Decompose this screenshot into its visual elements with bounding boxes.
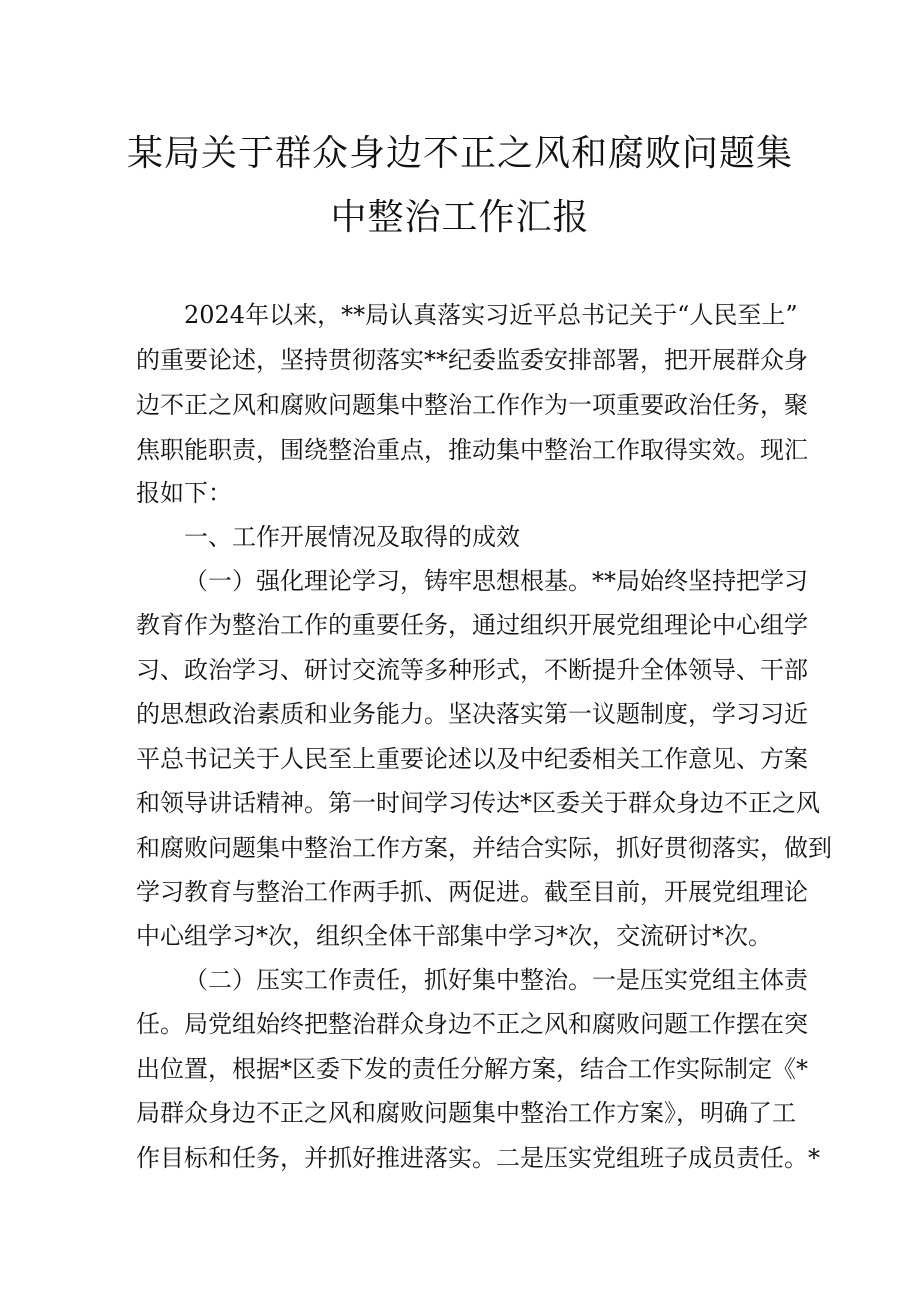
para2-line-3: 出位置，根据*区委下发的责任分解方案，结合工作实际制定《*	[136, 1055, 808, 1083]
para1-line-1: （一）强化理论学习，铸牢思想根基。**局始终坚持把学习	[184, 567, 808, 595]
para2-line-5: 作目标和任务，并抓好推进落实。二是压实党组班子成员责任。*	[136, 1144, 820, 1172]
intro-line-4: 焦职能职责，围绕整治重点，推动集中整治工作取得实效。现汇	[136, 436, 808, 464]
intro-line-1: 2024年以来，**局认真落实习近平总书记关于“人民至上”	[184, 301, 798, 329]
document-title-line-2: 中整治工作汇报	[330, 197, 590, 238]
para2-line-4: 局群众身边不正之风和腐败问题集中整治工作方案》，明确了工	[136, 1099, 796, 1127]
para1-line-6: 和领导讲话精神。第一时间学习传达*区委关于群众身边不正之风	[136, 789, 820, 817]
para1-line-8: 学习教育与整治工作两手抓、两促进。截至目前，开展党组理论	[136, 878, 808, 906]
intro-line-3: 边不正之风和腐败问题集中整治工作作为一项重要政治任务，聚	[136, 391, 808, 419]
para1-line-4: 的思想政治素质和业务能力。坚决落实第一议题制度，学习习近	[136, 700, 808, 728]
para1-line-9: 中心组学习*次，组织全体干部集中学习*次，交流研讨*次。	[136, 922, 772, 950]
para2-line-1: （二）压实工作责任，抓好集中整治。一是压实党组主体责	[184, 966, 808, 994]
intro-line-2: 的重要论述，坚持贯彻落实**纪委监委安排部署，把开展群众身	[136, 346, 808, 374]
para1-line-2: 教育作为整治工作的重要任务，通过组织开展党组理论中心组学	[136, 611, 808, 639]
intro-line-5: 报如下：	[136, 479, 232, 507]
para1-line-5: 平总书记关于人民至上重要论述以及中纪委相关工作意见、方案	[136, 745, 808, 773]
para2-line-2: 任。局党组始终把整治群众身边不正之风和腐败问题工作摆在突	[136, 1010, 808, 1038]
para1-line-7: 和腐败问题集中整治工作方案，并结合实际，抓好贯彻落实，做到	[136, 834, 832, 862]
document-title-line-1: 某局关于群众身边不正之风和腐败问题集	[126, 133, 793, 174]
section-heading-1: 一、工作开展情况及取得的成效	[184, 523, 520, 551]
para1-line-3: 习、政治学习、研讨交流等多种形式，不断提升全体领导、干部	[136, 656, 808, 684]
